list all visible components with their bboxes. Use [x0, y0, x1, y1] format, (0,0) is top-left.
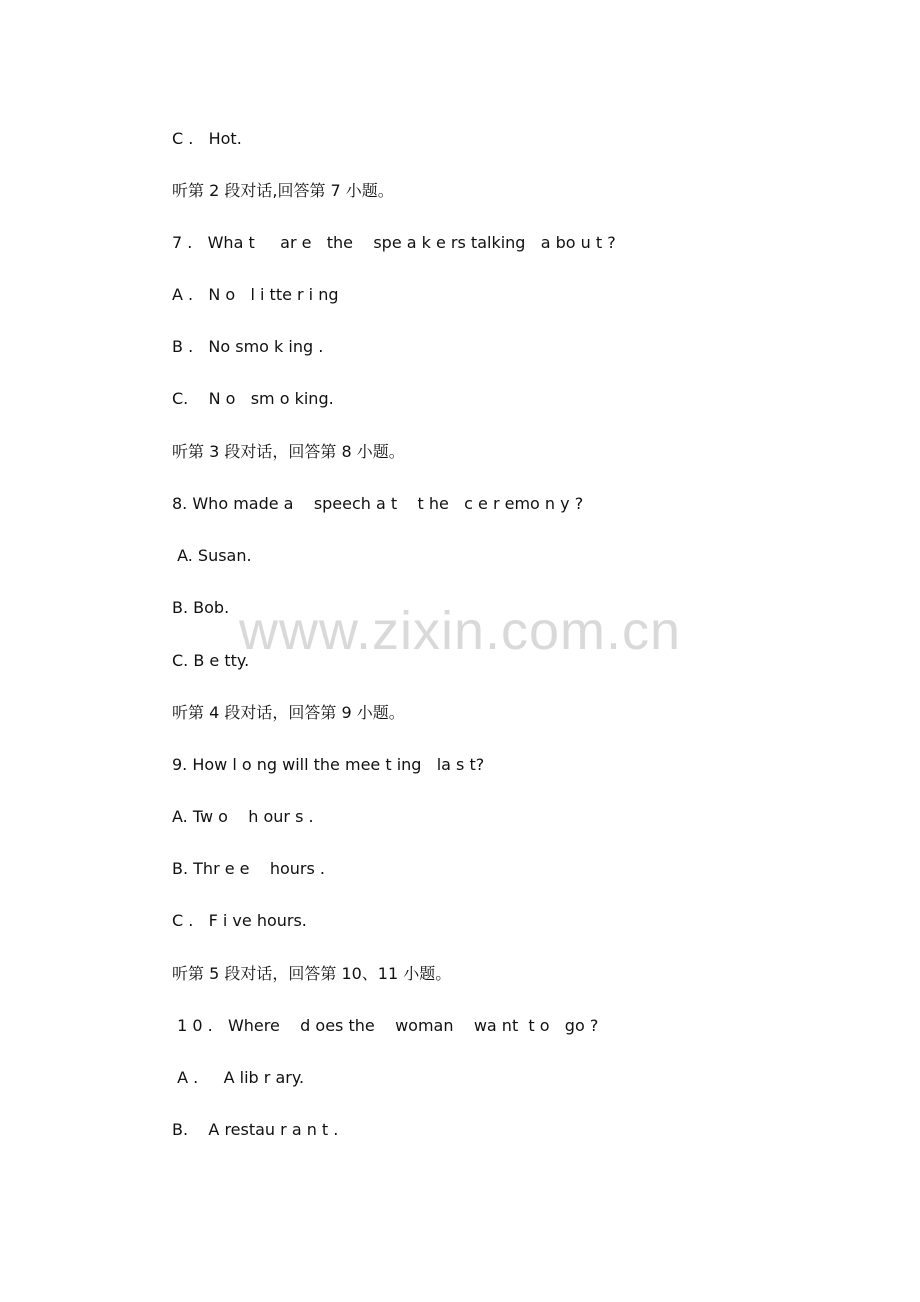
question-10-option-b: B. A restau r a n t .	[172, 1120, 339, 1139]
section-heading-dialogue-2: 听第 2 段对话,回答第 7 小题。	[172, 181, 394, 200]
question-9: 9. How l o ng will the mee t ing la s t?	[172, 755, 485, 774]
question-9-option-a: A. Tw o h our s .	[172, 807, 314, 826]
question-7-option-a: A . N o l i tte r i ng	[172, 285, 339, 304]
watermark: www.zixin.com.cn	[238, 601, 682, 661]
question-8-option-a: A. Susan.	[172, 546, 252, 565]
question-9-option-c: C . F i ve hours.	[172, 911, 307, 930]
question-7: 7 . Wha t ar e the spe a k e rs talking a bo u t ?	[172, 233, 616, 252]
question-8-option-b: B. Bob.	[172, 598, 230, 617]
question-8: 8. Who made a speech a t t he c e r emo n y ?	[172, 494, 584, 513]
question-9-option-b: B. Thr e e hours .	[172, 859, 325, 878]
question-7-option-b: B . No smo k ing .	[172, 337, 324, 356]
option-c-hot: C . Hot.	[172, 129, 242, 148]
question-8-option-c: C. B e tty.	[172, 651, 250, 670]
section-heading-dialogue-5: 听第 5 段对话，回答第 10、11 小题。	[172, 964, 452, 983]
question-10: 1 0 . Where d oes the woman wa nt t o go ?	[172, 1016, 599, 1035]
section-heading-dialogue-4: 听第 4 段对话，回答第 9 小题。	[172, 703, 405, 722]
question-10-option-a: A . A lib r ary.	[172, 1068, 305, 1087]
question-7-option-c: C. N o sm o king.	[172, 389, 334, 408]
section-heading-dialogue-3: 听第 3 段对话，回答第 8 小题。	[172, 442, 405, 461]
